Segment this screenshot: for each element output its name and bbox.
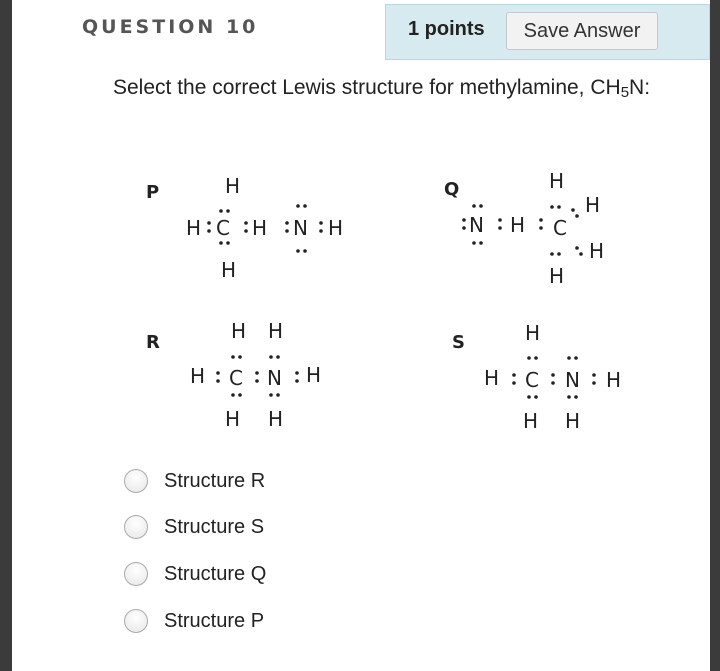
answer-option-s[interactable] xyxy=(124,512,264,542)
atom-h: H xyxy=(221,258,237,282)
atom-h: H xyxy=(565,409,581,433)
structure-label-p: P xyxy=(146,182,160,203)
atom-h: H xyxy=(231,319,247,343)
option-label: Structure P xyxy=(164,609,265,632)
atom-h: H xyxy=(523,409,539,433)
atom-n: N xyxy=(469,213,484,237)
atom-h: H xyxy=(268,407,284,431)
atom-h: H xyxy=(225,407,241,431)
option-label: Structure Q xyxy=(164,562,267,585)
atom-h: H xyxy=(484,366,500,390)
atom-n: N xyxy=(565,368,580,392)
atom-h: H xyxy=(190,364,206,388)
atom-c: C xyxy=(216,216,230,240)
structure-label-r: R xyxy=(146,332,160,353)
atom-c: C xyxy=(553,216,567,240)
option-label: Structure R xyxy=(164,469,266,492)
atom-c: C xyxy=(229,366,243,390)
radio-button[interactable] xyxy=(124,562,148,586)
question-card xyxy=(12,0,710,671)
radio-button[interactable] xyxy=(124,609,148,633)
atom-h: H xyxy=(525,321,541,345)
lewis-structures-figure xyxy=(112,150,652,440)
structure-label-s: S xyxy=(452,332,465,353)
atom-h: H xyxy=(585,193,601,217)
atom-h: H xyxy=(510,213,526,237)
answer-option-p[interactable] xyxy=(124,606,264,636)
atom-h: H xyxy=(186,216,202,240)
atom-c: C xyxy=(525,368,539,392)
atom-h: H xyxy=(549,169,565,193)
answer-option-q[interactable] xyxy=(124,559,266,589)
radio-button[interactable] xyxy=(124,469,148,493)
atom-h: H xyxy=(268,319,284,343)
atom-h: H xyxy=(225,174,241,198)
atom-n: N xyxy=(267,366,282,390)
atom-h: H xyxy=(549,264,565,288)
atom-h: H xyxy=(306,363,322,387)
atom-h: H xyxy=(589,239,605,263)
option-label: Structure S xyxy=(164,515,265,538)
save-answer-button[interactable]: Save Answer xyxy=(506,12,658,50)
radio-button[interactable] xyxy=(124,515,148,539)
points-panel xyxy=(385,4,710,60)
structure-label-q: Q xyxy=(444,179,460,200)
atom-h: H xyxy=(606,368,622,392)
atom-n: N xyxy=(293,216,308,240)
lewis-structures-svg xyxy=(112,150,652,440)
atom-h: H xyxy=(252,216,268,240)
answer-option-r[interactable] xyxy=(124,466,265,496)
question-prompt: Select the correct Lewis structure for methylamine, $CH_5N$: xyxy=(113,76,651,101)
points-label: 1 points xyxy=(408,18,485,40)
question-title: QUESTION 10 xyxy=(82,16,259,38)
atom-h: H xyxy=(328,216,344,240)
